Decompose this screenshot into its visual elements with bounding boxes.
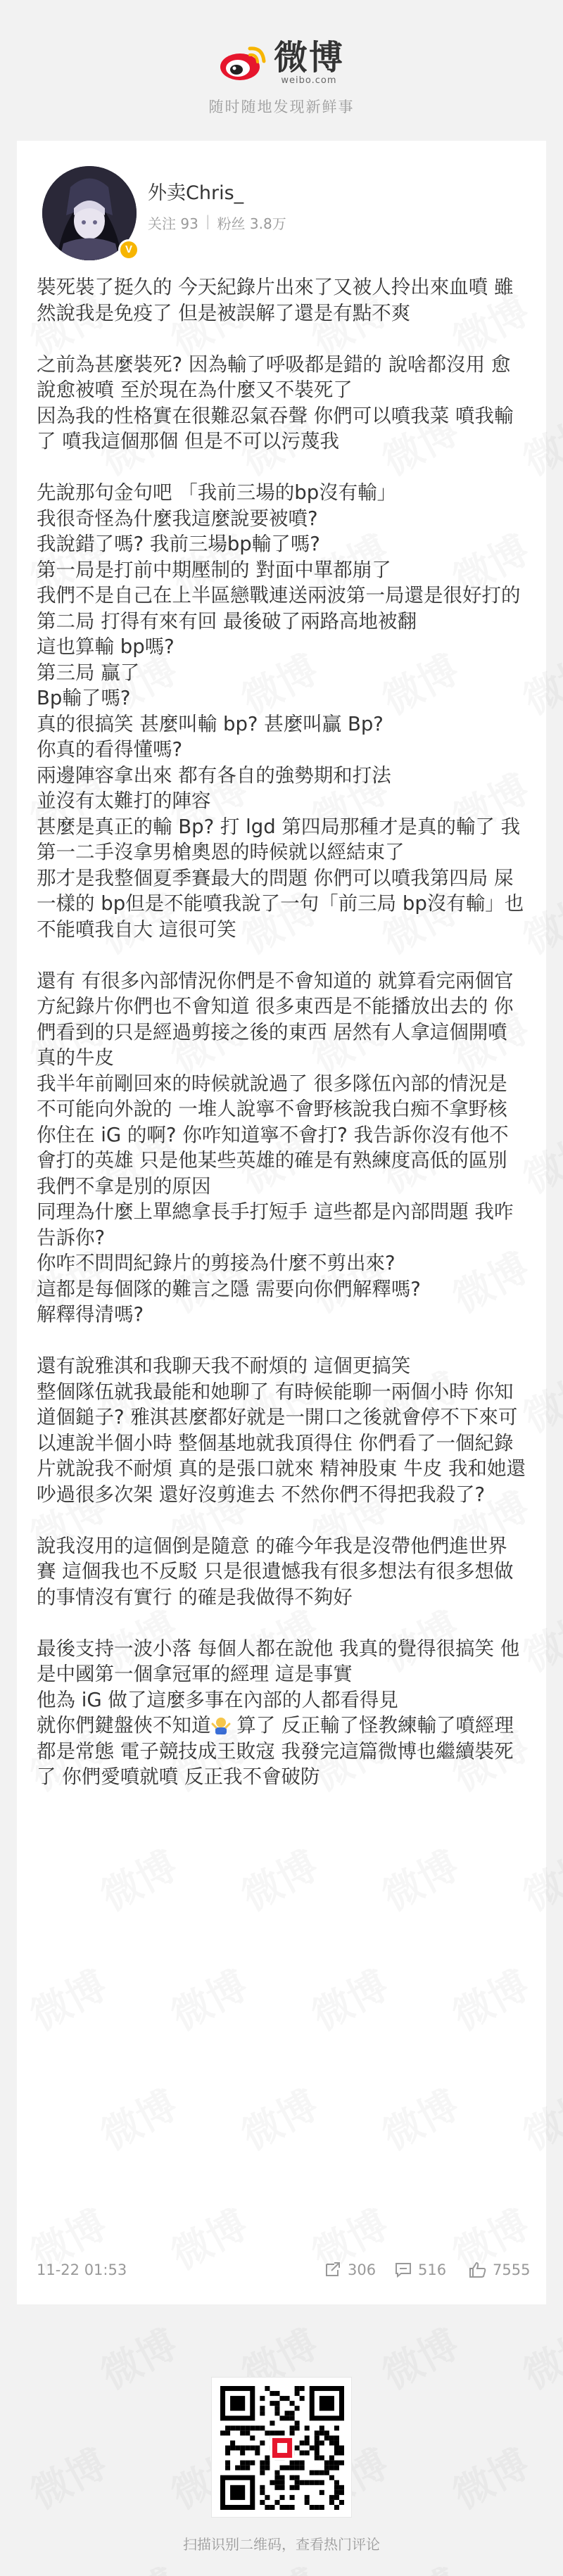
qr-module [295, 2391, 300, 2396]
qr-module [260, 2466, 265, 2470]
qr-module [324, 2470, 329, 2475]
qr-module [270, 2480, 274, 2485]
qr-module [260, 2440, 265, 2445]
repost-button[interactable] [324, 2261, 376, 2278]
qr-module [230, 2445, 235, 2450]
qr-module [295, 2386, 300, 2391]
qr-module [240, 2451, 245, 2456]
qr-module [279, 2485, 284, 2490]
post-paragraph: 裝死裝了挺久的 今天紀錄片出來了又被人拎出來血噴 雖然說我是免疫了 但是被誤解了還是有點不爽 [37, 276, 514, 324]
post-paragraph: 真的很搞笑 甚麼叫輸 bp? 甚麼叫贏 Bp? [37, 712, 384, 735]
paragraph-spacer [37, 326, 526, 352]
post-paragraph: 說我沒用的這個倒是隨意 的確今年我是沒帶他們進世界賽 這個我也不反駁 只是很遺憾我有很多想法有很多想做的事情沒有實行 的確是我做得不夠好 [37, 1534, 514, 1609]
post-paragraph: 還有說雅淇和我聊天我不耐煩的 這個更搞笑 [37, 1354, 411, 1377]
qr-module [295, 2406, 300, 2411]
stats-separator: | [205, 212, 210, 229]
qr-module [245, 2445, 250, 2450]
post-paragraph: 你真的看得懂嗎? [37, 738, 183, 761]
post-paragraph: 我半年前剛回來的時候就說過了 很多隊伍內部的情況是不可能向外說的 一堆人說寧不會野核說我白痴不拿野核 你住在 iG 的啊? 你咋知道寧不會打? 我告訴你沒有他不會打的英雄 只是他某些英雄的確是有熟練度高低的區別 我們不拿是別的原因 [37, 1072, 514, 1198]
qr-module [300, 2396, 305, 2401]
qr-module [240, 2430, 245, 2435]
qr-module [260, 2490, 265, 2495]
brand-slogan: 随时随地发现新鲜事 [208, 99, 355, 115]
qr-module [260, 2461, 265, 2466]
qr-module [334, 2445, 339, 2450]
post-paragraph: 並沒有太難打的陣容 [37, 789, 211, 812]
watermark-text [90, 2314, 186, 2400]
qr-module [274, 2406, 279, 2411]
post-card [17, 141, 546, 2304]
qr-module [285, 2396, 290, 2401]
qr-module [240, 2466, 245, 2470]
qr-module [265, 2466, 270, 2470]
qr-module [225, 2461, 230, 2466]
like-button[interactable] [469, 2261, 530, 2278]
watermark-text [372, 2553, 467, 2576]
qr-module [290, 2505, 295, 2510]
qr-module [274, 2500, 279, 2505]
qr-module [320, 2505, 324, 2510]
qr-module [274, 2485, 279, 2490]
paragraph-spacer [37, 1610, 526, 1636]
qr-module [329, 2456, 334, 2461]
qr-module [250, 2425, 255, 2430]
qr-module [270, 2420, 274, 2425]
qr-module [320, 2470, 324, 2475]
qr-module [250, 2461, 255, 2466]
qr-module [260, 2411, 265, 2416]
qr-module [300, 2386, 305, 2391]
qr-module [270, 2391, 274, 2396]
post-paragraph: 那才是我整個夏季賽最大的問題 你們可以噴我第四局 屎一樣的 bp但是不能噴我說了一句「前三局 bp沒有輸」也不能噴我自大 這很可笑 [37, 866, 524, 941]
verified-badge: V [118, 239, 139, 260]
post-paragraph: 最後支持一波小落 每個人都在說他 我真的覺得很搞笑 他是中國第一個拿冠軍的經理 這是事實 [37, 1637, 520, 1685]
fans-count[interactable]: 粉丝 3.8万 [217, 215, 286, 232]
watermark-text [372, 2314, 467, 2400]
qr-module [285, 2466, 290, 2470]
qr-module [290, 2411, 295, 2416]
qr-module [329, 2466, 334, 2470]
qr-module [334, 2485, 339, 2490]
watermark-text [442, 2433, 538, 2520]
qr-module [334, 2451, 339, 2456]
qr-module [274, 2401, 279, 2406]
like-count: 7555 [493, 2261, 531, 2278]
qr-module [230, 2425, 235, 2430]
qr-module [225, 2445, 230, 2450]
qr-module [305, 2440, 310, 2445]
qr-module [285, 2505, 290, 2510]
qr-module [274, 2411, 279, 2416]
post-time: 11-22 01:53 [37, 2261, 127, 2278]
qr-module [235, 2425, 240, 2430]
qr-module [320, 2480, 324, 2485]
qr-module [320, 2425, 324, 2430]
qr-module [245, 2461, 250, 2466]
qr-module [279, 2480, 284, 2485]
qr-code-icon [220, 2386, 344, 2510]
paragraph-spacer [37, 455, 526, 481]
paragraph-spacer [37, 1328, 526, 1354]
qr-module [324, 2466, 329, 2470]
comment-button[interactable] [394, 2261, 446, 2278]
qr-module [315, 2430, 320, 2435]
brand-name: 微博 [273, 38, 344, 77]
qr-module [295, 2425, 300, 2430]
qr-module [260, 2425, 265, 2430]
qr-module [334, 2425, 339, 2430]
repost-count: 306 [348, 2261, 377, 2278]
qr-module [240, 2461, 245, 2466]
qr-module [245, 2466, 250, 2470]
qr-module [277, 2443, 287, 2453]
qr-module [265, 2505, 270, 2510]
watermark-text [20, 2433, 115, 2520]
qr-module [334, 2440, 339, 2445]
repost-icon [324, 2261, 342, 2278]
watermark-text [231, 2553, 327, 2576]
qr-module [320, 2396, 334, 2411]
post-paragraph: 還有 有很多內部情況你們是不會知道的 就算看完兩個官方紀錄片你們也不會知道 很多東西是不能播放出去的 你們看到的只是經過剪接之後的東西 居然有人拿這個開噴 真的牛皮 [37, 969, 514, 1069]
qr-module [305, 2500, 310, 2505]
qr-module [324, 2461, 329, 2466]
qr-module [279, 2466, 284, 2470]
qr-module [315, 2445, 320, 2450]
qr-module [255, 2451, 260, 2456]
qr-module [245, 2430, 250, 2435]
shrug-person-icon [211, 1715, 231, 1735]
qr-module [290, 2485, 295, 2490]
qr-module [334, 2505, 339, 2510]
qr-module [320, 2490, 324, 2495]
qr-module [305, 2425, 310, 2430]
qr-module [334, 2466, 339, 2470]
user-profile [17, 141, 546, 274]
qr-module [339, 2485, 344, 2490]
thumbs-up-icon [469, 2261, 487, 2278]
qr-module [255, 2445, 260, 2450]
qr-module [265, 2456, 270, 2461]
post-paragraph: 這都是每個隊的難言之隱 需要向你們解釋嗎? [37, 1277, 421, 1300]
qr-module [300, 2451, 305, 2456]
post-paragraph: 我很奇怪為什麼我這麼說要被噴? [37, 507, 318, 530]
qr-module [329, 2475, 334, 2480]
qr-module [290, 2466, 295, 2470]
qr-module [290, 2461, 295, 2466]
qr-module [279, 2416, 284, 2420]
qr-module [235, 2445, 240, 2450]
qr-module [300, 2440, 305, 2445]
qr-module [315, 2470, 320, 2475]
qr-module [250, 2435, 255, 2440]
comment-icon [394, 2261, 412, 2278]
watermark-text [90, 2553, 186, 2576]
qr-module [265, 2430, 270, 2435]
qr-module [265, 2461, 270, 2466]
qr-module [339, 2500, 344, 2505]
qr-module [305, 2451, 310, 2456]
qr-module [295, 2466, 300, 2470]
qr-module [245, 2425, 250, 2430]
qr-module [260, 2500, 265, 2505]
qr-module [274, 2470, 279, 2475]
qr-module [315, 2440, 320, 2445]
comment-count: 516 [418, 2261, 447, 2278]
qr-module [305, 2495, 310, 2500]
qr-module [334, 2480, 339, 2485]
qr-module [274, 2480, 279, 2485]
qr-module [274, 2475, 279, 2480]
qr-module [315, 2456, 320, 2461]
post-paragraph: 第三局 贏了 [37, 661, 140, 684]
watermark-text [512, 2314, 563, 2400]
qr-module [295, 2445, 300, 2450]
post-paragraph: 他為 iG 做了這麼多事在內部的人都看得見 [37, 1688, 398, 1711]
qr-module [290, 2475, 295, 2480]
post-paragraph: 就你們鍵盤俠不知道 算了 反正輸了怪教練輸了噴經理都是常態 電子競技成王敗寇 我發完這篇微博也繼續裝死了 你們愛噴就噴 反正我不會破防 [37, 1714, 514, 1788]
post-meta [17, 2252, 546, 2288]
post-paragraph: 這也算輸 bp嗎? [37, 635, 175, 658]
qr-module [324, 2435, 329, 2440]
qr-module [270, 2505, 274, 2510]
qr-module [334, 2495, 339, 2500]
qr-module [339, 2451, 344, 2456]
post-paragraph: 我說錯了嗎? 我前三場bp輸了嗎? [37, 533, 320, 555]
post-paragraph: 先說那句金句吧 「我前三場的bp沒有輸」 [37, 481, 397, 504]
post-paragraph: 兩邊陣容拿出來 都有各自的強勢期和打法 [37, 763, 391, 787]
brand-url: weibo.com [281, 75, 337, 86]
post-paragraph: 解釋得清嗎? [37, 1303, 144, 1326]
qr-module [230, 2396, 245, 2411]
weibo-logo [0, 39, 563, 86]
qr-module [315, 2435, 320, 2440]
qr-module [310, 2445, 315, 2450]
qr-module [230, 2485, 245, 2500]
qr-module [240, 2425, 245, 2430]
watermark-text [512, 2553, 563, 2576]
qr-module [250, 2445, 255, 2450]
qr-module [339, 2490, 344, 2495]
post-paragraph: 我們不是自己在上半區戀戰連送兩波第一局還是很好打的 [37, 584, 521, 607]
qr-module [265, 2386, 270, 2391]
qr-module [230, 2440, 235, 2445]
qr-module [324, 2430, 329, 2435]
qr-caption: 扫描识别二维码，查看热门评论 [183, 2536, 380, 2553]
username[interactable]: 外卖Chris_ [148, 182, 244, 204]
qr-module [329, 2495, 334, 2500]
qr-module [295, 2461, 300, 2466]
qr-module [274, 2430, 279, 2435]
post-paragraph: 同理為什麼上單總拿長手打短手 這些都是內部問題 我咋告訴你? [37, 1200, 514, 1249]
post-paragraph: 第二局 打得有來有回 最後破了兩路高地被翻 [37, 609, 417, 633]
qr-module [270, 2430, 274, 2435]
qr-module [279, 2396, 284, 2401]
post-paragraph: 整個隊伍就我最能和她聊了 有時候能聊一兩個小時 你知道個鎚子? 雅淇甚麼都好就是一開口之後就會停不下來可以連說半個小時 整個基地就我頂得住 你們看了一個紀錄片就說我不耐煩 真的是張口就來 精神股東 牛皮 我和她還吵過很多次架 還好沒剪進去 不然你們不得把我殺了? [37, 1380, 526, 1506]
qr-module [225, 2430, 230, 2435]
qr-module [320, 2430, 324, 2435]
qr-module [260, 2396, 265, 2401]
qr-module [225, 2425, 230, 2430]
qr-module [225, 2466, 230, 2470]
page-header [0, 0, 563, 141]
qr-module [329, 2440, 334, 2445]
qr-module [279, 2495, 284, 2500]
qr-module [300, 2466, 305, 2470]
qr-module [339, 2445, 344, 2450]
qr-module [320, 2456, 324, 2461]
qr-module [305, 2480, 310, 2485]
qr-module [270, 2401, 274, 2406]
post-paragraph: Bp輸了嗎? [37, 687, 131, 709]
qr-module [235, 2466, 240, 2470]
qr-module [315, 2505, 320, 2510]
qr-module [285, 2411, 290, 2416]
user-stats [148, 212, 286, 233]
qr-module [295, 2480, 300, 2485]
qr-module [305, 2435, 310, 2440]
paragraph-spacer [37, 1507, 526, 1533]
qr-module [334, 2490, 339, 2495]
qr-module [279, 2505, 284, 2510]
qr-module [300, 2461, 305, 2466]
qr-module [320, 2440, 324, 2445]
qr-module [339, 2461, 344, 2466]
qr-module [295, 2485, 300, 2490]
qr-module [334, 2461, 339, 2466]
qr-module [265, 2495, 270, 2500]
qr-code [211, 2377, 352, 2518]
weibo-eye-logo-icon [219, 43, 267, 82]
qr-module [240, 2445, 245, 2450]
qr-module [290, 2430, 295, 2435]
qr-module [300, 2480, 305, 2485]
qr-module [260, 2470, 265, 2475]
qr-module [274, 2391, 279, 2396]
qr-module [290, 2416, 295, 2420]
qr-module [315, 2480, 320, 2485]
qr-module [255, 2425, 260, 2430]
qr-module [310, 2480, 315, 2485]
qr-module [260, 2485, 265, 2490]
paragraph-spacer [37, 942, 526, 968]
qr-module [279, 2430, 284, 2435]
qr-module [260, 2406, 265, 2411]
qr-module [295, 2475, 300, 2480]
qr-module [225, 2451, 230, 2456]
qr-module [290, 2425, 295, 2430]
qr-module [279, 2475, 284, 2480]
post-paragraph: 甚麼是真正的輸 Bp? 打 lgd 第四局那種才是真的輸了 我第一二手沒拿男槍奧恩的時候就以經結束了 [37, 815, 521, 863]
qr-module [220, 2430, 225, 2435]
qr-module [329, 2435, 334, 2440]
post-paragraph: 你咋不問問紀錄片的剪接為什麼不剪出來? [37, 1252, 396, 1274]
qr-module [295, 2420, 300, 2425]
follow-count[interactable]: 关注 93 [148, 215, 198, 232]
qr-module [310, 2505, 315, 2510]
qr-module [329, 2500, 334, 2505]
qr-module [310, 2470, 315, 2475]
qr-module [285, 2416, 290, 2420]
qr-module [329, 2461, 334, 2466]
post-paragraph: 因為我的性格實在很難忍氣吞聲 你們可以噴我菜 噴我輸了 噴我這個那個 但是不可以污蔑我 [37, 404, 514, 452]
post-content [17, 274, 546, 1790]
qr-module [315, 2451, 320, 2456]
qr-module [334, 2435, 339, 2440]
post-paragraph: 之前為甚麼裝死? 因為輸了呼吸都是錯的 說啥都沒用 愈說愈被噴 至於現在為什麼又不裝死了 [37, 353, 511, 401]
qr-module [290, 2401, 295, 2406]
post-paragraph: 第一局是打前中期壓制的 對面中單都崩了 [37, 558, 391, 581]
qr-module [290, 2495, 295, 2500]
